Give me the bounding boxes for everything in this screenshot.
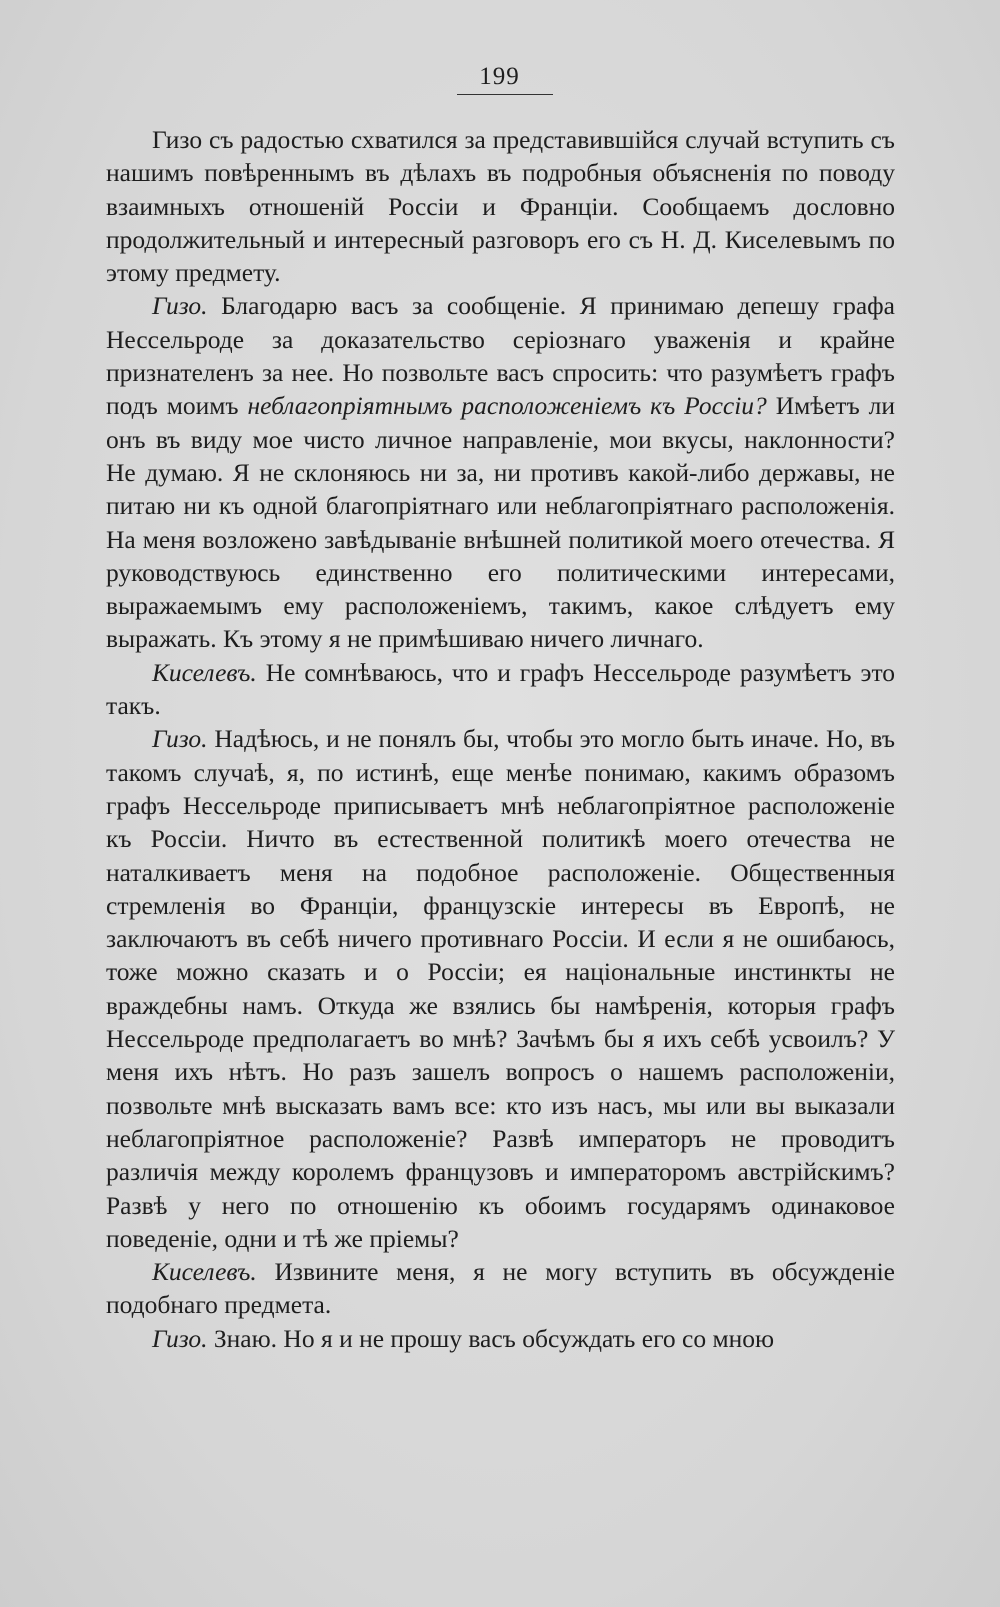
emphasized-text: неблагопріятнымъ расположеніемъ къ Россіи?	[247, 391, 767, 421]
paragraph-text: Надѣюсь, и не понялъ бы, чтобы это могло быть иначе. Но, въ такомъ случаѣ, я, по истинѣ, еще менѣе понимаю, какимъ образомъ графъ Нессельроде приписываетъ мнѣ неблагопріятное расположеніе къ Россіи. Ничто въ естественной политикѣ моего отечества не наталкиваетъ меня на подобное расположеніе. Общественныя стремленія во Франціи, французскіе интересы въ Европѣ, не заключаютъ въ себѣ ничего противнаго Россіи. И если я не ошибаюсь, тоже можно сказать и о Россіи; ея національные инстинкты не враждебны намъ. Откуда же взялись бы намѣренія, которыя графъ Нессельроде предполагаетъ во мнѣ? Зачѣмъ бы я ихъ себѣ усвоилъ? У меня ихъ нѣтъ. Но разъ зашелъ вопросъ о нашемъ расположеніи, позвольте мнѣ высказать вамъ все: кто изъ насъ, мы или вы выказали неблагопріятное расположеніе? Развѣ императоръ не проводитъ различія между королемъ французовъ и императоромъ австрійскимъ? Развѣ у него по отношенію къ обоимъ государямъ одинаковое поведеніе, одни и тѣ же пріемы?	[106, 724, 896, 1253]
speaker-name: Киселевъ.	[152, 1257, 257, 1287]
paragraph-text: Извините меня, я не могу вступить въ обсужденіе подобнаго предмета.	[106, 1257, 896, 1320]
page-number-rule	[457, 94, 553, 95]
paragraph-guizot-1	[106, 289, 895, 655]
paragraph-text: Не сомнѣваюсь, что и графъ Нессельроде разумѣетъ это такъ.	[106, 657, 895, 721]
paragraph-text: Имѣетъ ли онъ въ виду мое чисто личное направленіе, мои вкусы, наклонности? Не думаю. Я не склоняюсь ни за, ни противъ какой-либо державы, не питаю ни къ одной благопріятнаго или неблагопріятнаго расположенія. На меня возложено завѣдываніе внѣшней политикой моего отечества. Я руководствуюсь единственно его политическими интересами, выражаемымъ ему расположеніемъ, такимъ, какое слѣдуетъ ему выражать. Къ этому я не примѣшиваю ничего личнаго.	[106, 391, 896, 654]
paragraph-text: Благодарю васъ за сообщеніе. Я принимаю депешу графа Нессельроде за доказательство серіознаго уваженія и крайне признателенъ за нее. Но позвольте васъ спросить: что разумѣетъ графъ подъ моимъ	[106, 291, 896, 421]
paragraph-kiselev-1	[106, 656, 895, 723]
paragraph-guizot-2	[106, 722, 895, 1255]
speaker-name: Гизо.	[152, 291, 208, 321]
body-text	[106, 123, 895, 1355]
paragraph-text: Знаю. Но я и не прошу васъ обсуждать его со мною	[213, 1323, 775, 1353]
paragraph-intro	[106, 123, 895, 289]
paragraph-text: Гизо съ радостью схватился за представившійся случай вступить съ нашимъ повѣреннымъ въ дѣлахъ въ подробныя объясненія по поводу взаимныхъ отношеній Россіи и Франціи. Сообщаемъ дословно продолжительный и интересный разговоръ его съ Н. Д. Киселевымъ по этому предмету.	[106, 125, 895, 288]
speaker-name: Гизо.	[152, 724, 208, 754]
paragraph-kiselev-2	[106, 1255, 895, 1322]
paragraph-guizot-3	[106, 1322, 895, 1355]
page-number: 199	[479, 63, 520, 90]
speaker-name: Гизо.	[152, 1323, 208, 1353]
speaker-name: Киселевъ.	[152, 657, 257, 687]
